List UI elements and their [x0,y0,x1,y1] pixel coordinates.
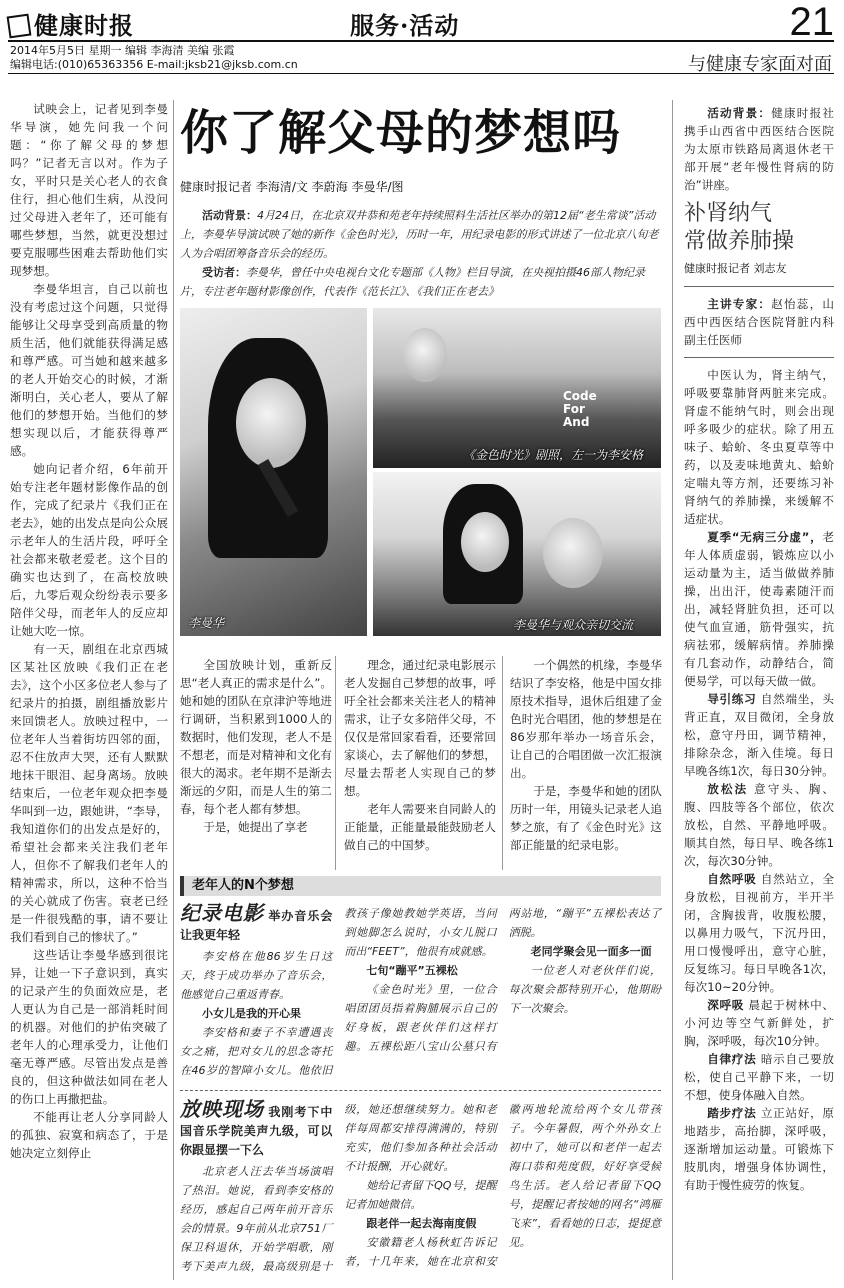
rule [684,286,834,287]
paragraph: 不能再让老人分享同龄人的孤独、寂寞和病态了，于是她决定立刻停止 [10,1110,168,1160]
right-byline: 健康时报记者 刘志友 [684,262,787,275]
logo-icon [7,14,32,39]
body-column-2: 理念，通过纪录电影展示老人发掘自己梦想的故事，呼吁全社会都来关注老人的精神需求，让子女多陪伴父母，不仅仅是常回家看看，还要常回家谈心，去了解他们的梦想，尽量去帮老人实现自己的梦想。 老年人需要来自同龄人的正能量，正能量最能鼓励老人做自己的中国梦。 [344,658,496,852]
masthead-meta [10,44,298,72]
exercise-item: 自然呼吸 自然站立，全身放松，目视前方，半开半闭，含胸拔背，收腹松腰，以鼻用力吸气，下沉丹田，用口慢慢呼出，意守心脏，反复练习。每日早晚各1次，每次10~20分钟。 [684,872,834,994]
newspaper-logo: 健康时报 [8,6,134,41]
photo-face [543,518,603,588]
paragraph: 这些话让李曼华感到很诧异，让她一下子意识到，真实的记录产生的负面效应是，老人更认为自己是一部消耗时间的机器。对他们的护佑突破了老年人的心理承受力，让他们毫无尊严感。尽管出发点是善良的，但这种做法如同在老人的伤口上再撒把盐。 [10,948,168,1106]
photo-caption: 李曼华与观众亲切交流 [513,618,634,632]
exercise-item: 深呼吸 晨起于树林中、小河边等空气新鲜处，扩胸，深呼吸，每次10分钟。 [684,998,834,1048]
byline: 健康时报记者 李海清/文 李蔚海 李曼华/图 [180,180,404,194]
exercise-item: 放松法 意守头、胸、腹、四肢等各个部位，依次放松，自然、平静地呼吸。顺其自然，每日早、晚各练1次，每次30分钟。 [684,782,834,868]
rule [684,357,834,358]
date-line: 2014年5月5日 星期一 编辑 李海清 美编 张霞 [10,44,235,57]
interviewee-label: 受访者： [202,266,246,279]
paragraph: 试映会上，记者见到李曼华导演，她先问我一个问题：“你了解父母的梦想吗？”记者无言以对。作为子女，平时只是关心老人的衣食住行，担心他们生病，从没问过父母进入老年了，还可能有哪些梦想，当然，就更没想过要克服哪些困难去帮助他们实现梦想。 [10,102,168,278]
contact-line: 编辑电话:(010)65363356 E-mail:jksb21@jksb.com.cn [10,58,298,71]
story-lead: 我刚考下中国音乐学院美声九级，可以你跟显摆一下么 [180,1105,333,1157]
shirt-text: Code For And [563,389,597,429]
speaker-info: 主讲专家：赵怡蕊，山西中西医结合医院肾脏内科副主任医师 [684,297,834,347]
paragraph: 有一天，剧组在北京西城区某社区放映《我们正在老去》，这个小区多位老人参与了纪录片的拍摄，剧组播放影片来回馈老人。放映过程中，一位老年人当着街坊四邻的面，忍不住放声大哭，还有人默默地抹干眼泪、起身离场。放映结束后，一位老年观众把李曼华叫到一边，跟她讲，“李导，我知道你们的出发点是好的，希望社会都来关注我们老年人，但你不了解我们老年人的精神需求，所以，这种不恰当的关心就成了伤害。衰老已经是一件很残酷的事，请不要让我们看到自己的惨状了。” [10,642,168,944]
right-title: 补肾纳气 常做养肺操 [684,201,795,254]
column-divider [335,656,336,870]
exercise-item: 自律疗法 暗示自己要放松，使自己平静下来，一切不想，使身体融入自然。 [684,1052,834,1102]
photo-face [403,328,447,382]
column-divider [173,100,174,1280]
paragraph: 李曼华坦言，自己以前也没有考虑过这个问题，只觉得能够让父母享受到高质量的物质生活，他们就能获得满足感和尊严感。可当她和越来越多的老人开始交心的时候，才渐渐明白，关心老人，要从了解他们的梦想开始。当他们的梦想实现以后，才能获得尊严感。 [10,282,168,458]
story-title: 放映现场 [180,1097,264,1121]
story-documentary: 纪录电影 举办音乐会让我更年轻 李安格在他86岁生日这天，终于成功举办了音乐会，他感觉自己重返青春。 小女儿是我的开心果 李安格和妻子不幸遭遇丧女之痛，把对女儿的思念寄托在46岁的智障小女儿。他依旧教孩子像她教她学英语，当问到她脚怎么说时，小女儿脱口而出“FEET”，他很有成就感。 七旬“蹦平”五裸松 《金色时光》里，一位合唱团团员指着胸脯展示自己的好身板，跟老伙伴们这样打趣。五裸松距八宝山公墓只有两站地，“蹦平”五裸松表达了洒脱。 老同学聚会见一面多一面 一位老人对老伙伴们说，每次聚会都特别开心，他期盼下一次聚会。 [180,901,661,1077]
story-title: 纪录电影 [180,901,264,925]
background-paragraph: 活动背景：4月24日，在北京双井恭和苑老年持续照料生活社区举办的第12届“老生常谈”活动上，李曼华导演试映了她的新作《金色时光》，历时一年，用纪录电影的形式讲述了一位北京八旬老人为合唱团筹备音乐会的经历。 [180,209,659,260]
story-lead: 举办音乐会让我更年轻 [180,909,333,942]
exercise-item: 踏步疗法 立正站好，原地踏步，高抬脚，深呼吸，逐渐增加运动量。可锻炼下肢肌肉，增强身体协调性，有助于慢性疲劳的恢复。 [684,1106,834,1192]
paragraph: 她向记者介绍，6年前开始专注老年题材影像作品的创作，完成了纪录片《我们正在老去》，她的出发点是向公众展示老年人的生活片段，呼吁全社会都来敬老爱老。这个目的确实也达到了，在高校放映后，九零后观众纷纷表示要多陪伴父母，而老年人的反应却让她大吃一惊。 [10,462,168,638]
section-title: 服务·活动 [350,11,460,40]
section-bar: 老年人的N个梦想 [180,876,661,896]
right-background: 活动背景：健康时报社携手山西省中西医结合医院为太原市铁路局离退休老干部开展“老年慢性肾病的防治”讲座。 [684,106,834,192]
photo-caption: 李曼华 [188,616,225,630]
lead-box [180,206,660,301]
interviewee-paragraph: 受访者：李曼华，曾任中央电视台文化专题部《人物》栏目导演，在央视拍摄46部人物纪录片，专注老年题材影像创作，代表作《范长江》、《我们正在老去》 [180,266,645,298]
photo-face [461,512,509,572]
story-screening: 放映现场 我刚考下中国音乐学院美声九级，可以你跟显摆一下么 北京老人汪去华当场演唱了热泪。她说，看到李安格的经历，感起自己两年前开音乐会的情景。9年前从北京751厂保卫科退休，开始学唱歌，刚考下美声九级，最高级别是十级，她还想继续努力。她和老伴每周都安排得满满的，特别充实，他们参加各种社会活动不计报酬，开心就好。 她给记者留下QQ号，提醒记者加她微信。 跟老伴一起去海南度假 安徽籍老人杨秋虹告诉记者，十几年来，她在北京和安徽两地轮流给两个女儿带孩子。今年暑假，两个外孙女上初中了，她可以和老伴一起去海口恭和苑度假，好好享受候鸟生活。老人给记者留下QQ号，提醒记者按她的网名“鸿雁飞来”，看看她的日志，提提意见。 [180,1097,661,1273]
column-tagline: 与健康专家面对面 [688,54,832,75]
background-label: 活动背景： [202,209,257,222]
body-column-3: 一个偶然的机缘，李曼华结识了李安格，他是中国女排原技术指导，退休后组建了金色时光合唱团，他的梦想是在86岁那年举办一场音乐会，让自己的合唱团做一次汇报演出。 于是，李曼华和她的团队历时一年，用镜头记录老人追梦之旅，有了《金色时光》这部正能量的纪录电影。 [510,658,662,852]
exercise-item: 导引练习 自然端坐，头背正直，双目微闭，全身放松，意守丹田，调节精神，排除杂念，渐入佳境。每日早晚各练1次，每日30分钟。 [684,692,834,778]
photo-audience [373,472,661,636]
photo-face [236,378,306,468]
body-column-1: 全国放映计划，重新反思“老人真正的需求是什么”。她和她的团队在京津沪等地进行调研，当积累到1000人的数据时，他们发现，老人不是不想老，而是对精神和文化有很大的渴求。老年期不是渐去渐远的夕阳，而是人生的第二春，每个老人都有梦想。 于是，她提出了享老 [180,658,332,834]
headline: 你了解父母的梦想吗 [180,105,622,161]
column-divider [502,656,503,870]
photo-li-manhua [180,308,367,636]
photo-film-still [373,308,661,468]
photo-caption: 《金色时光》剧照，左一为李安格 [463,448,644,462]
column-divider [672,100,673,1280]
left-column [10,100,168,1280]
right-body: 中医认为，肾主纳气，呼吸要靠肺肾两脏来完成。肾虚不能纳气时，则会出现呼多吸少的症状。除了用五味子、蛤蚧、冬虫夏草等中药，以及麦味地黄丸、蛤蚧定喘丸等方剂，还要练习补肾纳气的养肺操，来缓解不适症状。 夏季“无病三分虚”，老年人体质虚弱，锻炼应以小运动量为主，适当做做养肺操，出出汗，使毒素随汗而出，减轻肾脏负担，还可以使气血宣通，筋骨强实，抗病祛邪，缓解病情。养肺操有几套动作，动静结合，简便易学，可以每天做一做。 导引练习 自然端坐，头背正直，双目微闭，全身放松，意守丹田，调节精神，排除杂念，渐入佳境。每日早晚各练1次，每日30分钟。 放松法 意守头、胸、腹、四肢等各个部位，依次放松，自然、平静地呼吸。顺其自然，每日早、晚各练1次，每次30分钟。 自然呼吸 自然站立，全身放松，目视前方，半开半闭，含胸拔背，收腹松腰，以鼻用力吸气，下沉丹田，用口慢慢呼出，意守心脏，反复练习。每日早晚各1次，每次10~20分钟。 深呼吸 晨起于树林中、小河边等空气新鲜处，扩胸，深呼吸，每次10分钟。 自律疗法 暗示自己要放松，使自己平静下来，一切不想，使身体融入自然。 踏步疗法 立正站好，原地踏步，高抬脚，深呼吸，逐渐增加运动量。可锻炼下肢肌肉，增强身体协调性，有助于慢性疲劳的恢复。 [684,368,834,1192]
dashed-divider [180,1090,661,1091]
page-number: 21 [789,0,834,44]
right-column [684,104,834,1192]
